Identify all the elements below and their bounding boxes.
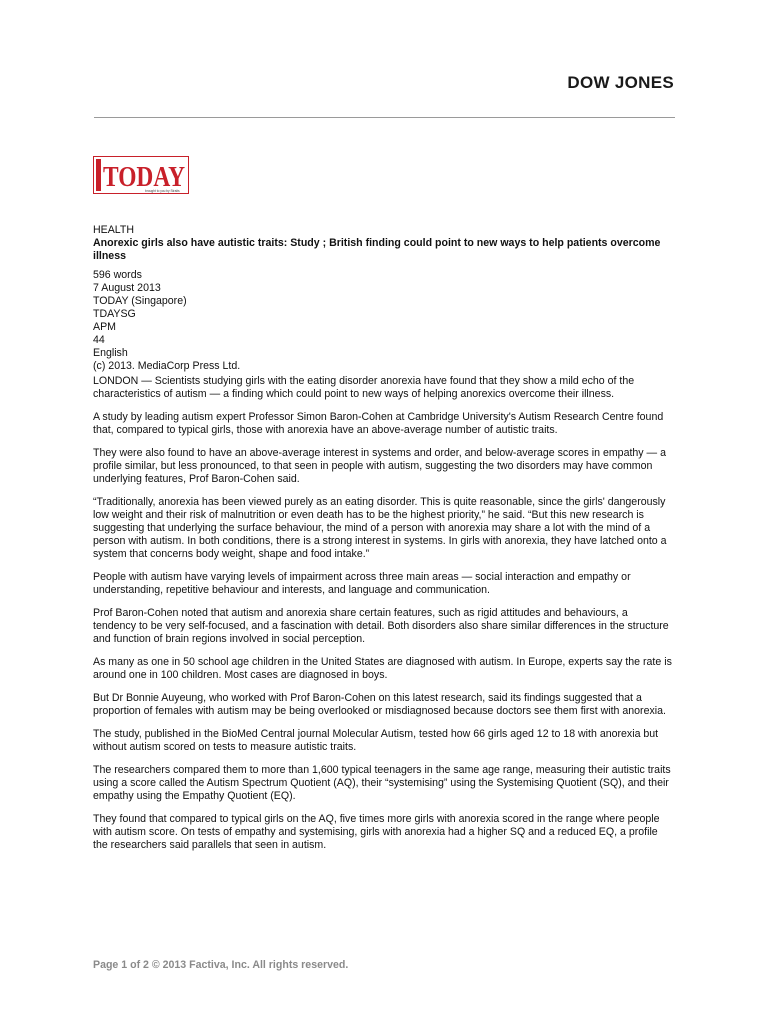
meta-copyright: (c) 2013. MediaCorp Press Ltd. [93,360,241,372]
page-footer: Page 1 of 2 © 2013 Factiva, Inc. All rights reserved. [93,959,349,971]
body-paragraph: The study, published in the BioMed Central journal Molecular Autism, tested how 66 girls aged 12 to 18 with anorexia but without autism scored on tests to measure autistic traits. [93,728,659,753]
meta-source: TODAY (Singapore) [93,295,187,307]
meta-language: English [93,347,128,359]
body-paragraph: A study by leading autism expert Professor Simon Baron-Cohen at Cambridge University's Autism Research Centre found that, compared to typical girls, those with anorexia have an above-average number of autistic traits. [93,411,664,436]
body-paragraph: “Traditionally, anorexia has been viewed purely as an eating disorder. This is quite reasonable, since the girls' dangerously low weight and their risk of malnutrition or even death has to be the highest priority,” he said. “But this new research is suggesting that underlying the surface behaviour, the mind of a person with anorexia may share a lot with the mind of a person with autism. In both conditions, there is a strong interest in systems. In girls with anorexia, they have latched onto a system that concerns body weight, shape and food intake.” [93,496,667,560]
today-logo-wordmark: TODAY [103,162,185,193]
body-paragraph: But Dr Bonnie Auyeung, who worked with Prof Baron-Cohen on this latest research, said its findings suggested that a proportion of females with autism may be being overlooked or misdiagnosed because doctors see them first with anorexia. [93,692,666,717]
body-paragraph: As many as one in 50 school age children in the United States are diagnosed with autism. In Europe, experts say the rate is around one in 100 children. Most cases are diagnosed in boys. [93,656,672,681]
body-paragraph: People with autism have varying levels of impairment across three main areas — social interaction and empathy or understanding, repetitive behaviour and interests, and language and communication. [93,571,631,596]
body-paragraph: Prof Baron-Cohen noted that autism and anorexia share certain features, such as rigid attitudes and behaviours, a tendency to be very self-focused, and a fascination with detail. Both disorders also share similar differences in the structure and function of brain regions involved in social perception. [93,607,669,645]
section-label: HEALTH [93,224,135,236]
body-paragraph: LONDON — Scientists studying girls with the eating disorder anorexia have found that they show a mild echo of the characteristics of autism — a finding which could point to new ways of helping anorexics overcome their illness. [93,375,635,400]
body-paragraph: They were also found to have an above-average interest in systems and order, and below-average scores in empathy — a profile similar, but less pronounced, to that seen in people with autism, suggesting the two disorders may have common underlying features, Prof Baron-Cohen said. [93,447,666,485]
article-headline: Anorexic girls also have autistic traits: Study ; British finding could point to new ways to help patients overcome illness [93,237,661,262]
meta-date: 7 August 2013 [93,282,161,294]
header-divider [94,117,675,118]
body-paragraph: The researchers compared them to more than 1,600 typical teenagers in the same age range, measuring their autistic traits using a score called the Autism Spectrum Quotient (AQ), their “systemising” using the Systemising Quotient (SQ), and their empathy using the Empathy Quotient (EQ). [93,764,671,802]
body-paragraph: They found that compared to typical girls on the AQ, five times more girls with anorexia scored in the range where people with autism score. On tests of empathy and systemising, girls with anorexia had a higher SQ and a reduced EQ, a profile the researchers said parallels that seen in autism. [93,813,660,851]
meta-source-code: TDAYSG [93,308,136,320]
meta-word-count: 596 words [93,269,142,281]
meta-edition: APM [93,321,116,333]
today-logo [93,156,189,194]
dow-jones-logo: DOW JONES [567,73,674,92]
article-metadata [93,269,673,373]
meta-page: 44 [93,334,105,346]
today-logo-tagline: brought to you by Straits [145,189,180,193]
article [93,224,673,852]
